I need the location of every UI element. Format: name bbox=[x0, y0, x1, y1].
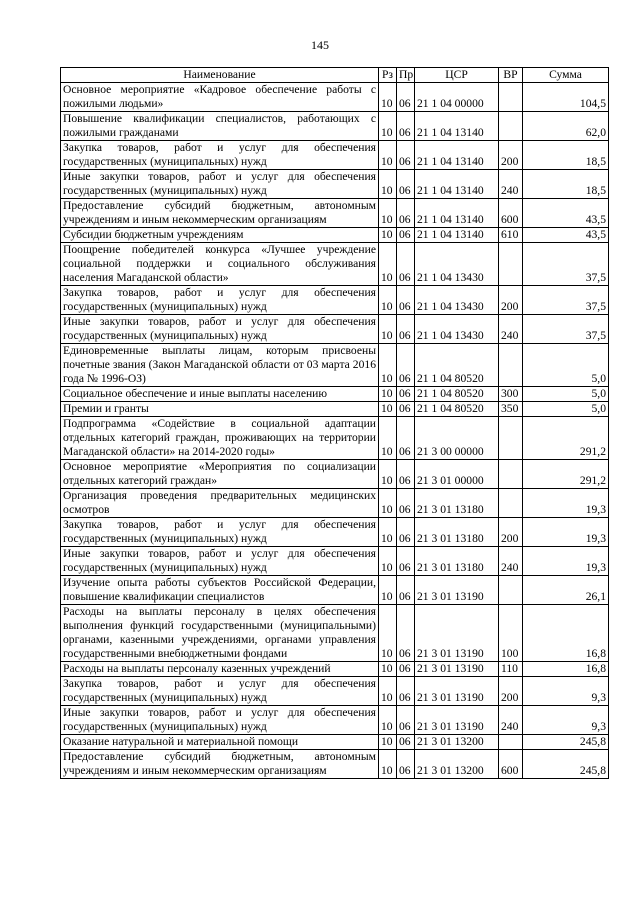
cell-sum: 5,0 bbox=[523, 402, 609, 417]
cell-vr: 100 bbox=[499, 605, 523, 662]
cell-name: Иные закупки товаров, работ и услуг для обеспечения государственных (муниципальных) нужд bbox=[61, 315, 379, 344]
table-header-row bbox=[61, 68, 609, 83]
cell-csr: 21 1 04 80520 bbox=[415, 387, 499, 402]
cell-csr: 21 3 01 13190 bbox=[415, 677, 499, 706]
cell-pr: 06 bbox=[397, 706, 415, 735]
cell-name: Социальное обеспечение и иные выплаты населению bbox=[61, 387, 379, 402]
cell-vr: 240 bbox=[499, 547, 523, 576]
cell-sum: 19,3 bbox=[523, 518, 609, 547]
cell-sum: 18,5 bbox=[523, 170, 609, 199]
cell-csr: 21 1 04 00000 bbox=[415, 83, 499, 112]
cell-sum: 62,0 bbox=[523, 112, 609, 141]
table-row bbox=[61, 344, 609, 387]
cell-rz: 10 bbox=[379, 286, 397, 315]
cell-sum: 245,8 bbox=[523, 750, 609, 779]
cell-vr bbox=[499, 460, 523, 489]
cell-pr: 06 bbox=[397, 417, 415, 460]
cell-vr: 200 bbox=[499, 141, 523, 170]
cell-pr: 06 bbox=[397, 243, 415, 286]
cell-pr: 06 bbox=[397, 576, 415, 605]
cell-sum: 16,8 bbox=[523, 662, 609, 677]
cell-vr: 240 bbox=[499, 706, 523, 735]
cell-rz: 10 bbox=[379, 387, 397, 402]
cell-sum: 43,5 bbox=[523, 228, 609, 243]
cell-rz: 10 bbox=[379, 141, 397, 170]
cell-pr: 06 bbox=[397, 750, 415, 779]
cell-pr: 06 bbox=[397, 83, 415, 112]
table-row bbox=[61, 605, 609, 662]
cell-csr: 21 3 01 00000 bbox=[415, 460, 499, 489]
table-row bbox=[61, 228, 609, 243]
cell-sum: 5,0 bbox=[523, 344, 609, 387]
cell-csr: 21 3 01 13180 bbox=[415, 518, 499, 547]
cell-name: Предоставление субсидий бюджетным, автономным учреждениям и иным некоммерческим организациям bbox=[61, 199, 379, 228]
table-row bbox=[61, 170, 609, 199]
table-row bbox=[61, 750, 609, 779]
table-row bbox=[61, 199, 609, 228]
cell-name: Поощрение победителей конкурса «Лучшее учреждение социальной поддержки и социального обслуживания населения Магаданской области» bbox=[61, 243, 379, 286]
budget-table bbox=[60, 67, 609, 779]
cell-rz: 10 bbox=[379, 315, 397, 344]
cell-name: Иные закупки товаров, работ и услуг для обеспечения государственных (муниципальных) нужд bbox=[61, 170, 379, 199]
cell-csr: 21 1 04 13140 bbox=[415, 170, 499, 199]
cell-sum: 5,0 bbox=[523, 387, 609, 402]
cell-rz: 10 bbox=[379, 460, 397, 489]
cell-rz: 10 bbox=[379, 417, 397, 460]
cell-name: Расходы на выплаты персоналу в целях обеспечения выполнения функций государственными (муниципальными) органами, казенными учреждениями, органами управления государственными внебюджетными фондами bbox=[61, 605, 379, 662]
cell-rz: 10 bbox=[379, 518, 397, 547]
cell-sum: 37,5 bbox=[523, 315, 609, 344]
cell-csr: 21 3 01 13190 bbox=[415, 605, 499, 662]
cell-csr: 21 1 04 13430 bbox=[415, 243, 499, 286]
cell-vr: 240 bbox=[499, 170, 523, 199]
cell-name: Закупка товаров, работ и услуг для обеспечения государственных (муниципальных) нужд bbox=[61, 141, 379, 170]
header-csr: ЦСР bbox=[415, 68, 499, 83]
table-row bbox=[61, 662, 609, 677]
cell-name: Премии и гранты bbox=[61, 402, 379, 417]
cell-rz: 10 bbox=[379, 576, 397, 605]
cell-vr bbox=[499, 243, 523, 286]
cell-rz: 10 bbox=[379, 677, 397, 706]
table-row bbox=[61, 518, 609, 547]
cell-pr: 06 bbox=[397, 344, 415, 387]
cell-name: Закупка товаров, работ и услуг для обеспечения государственных (муниципальных) нужд bbox=[61, 518, 379, 547]
cell-vr bbox=[499, 344, 523, 387]
cell-rz: 10 bbox=[379, 402, 397, 417]
table-row bbox=[61, 706, 609, 735]
cell-sum: 104,5 bbox=[523, 83, 609, 112]
cell-sum: 291,2 bbox=[523, 460, 609, 489]
cell-pr: 06 bbox=[397, 112, 415, 141]
cell-csr: 21 3 01 13180 bbox=[415, 547, 499, 576]
header-rz: Рз bbox=[379, 68, 397, 83]
cell-pr: 06 bbox=[397, 735, 415, 750]
cell-csr: 21 1 04 13140 bbox=[415, 112, 499, 141]
cell-csr: 21 1 04 13140 bbox=[415, 228, 499, 243]
cell-csr: 21 3 00 00000 bbox=[415, 417, 499, 460]
table-row bbox=[61, 677, 609, 706]
table-row bbox=[61, 460, 609, 489]
cell-vr bbox=[499, 112, 523, 141]
cell-name: Иные закупки товаров, работ и услуг для обеспечения государственных (муниципальных) нужд bbox=[61, 706, 379, 735]
cell-pr: 06 bbox=[397, 170, 415, 199]
cell-csr: 21 1 04 80520 bbox=[415, 344, 499, 387]
cell-vr bbox=[499, 83, 523, 112]
cell-vr: 350 bbox=[499, 402, 523, 417]
table-row bbox=[61, 402, 609, 417]
table-body bbox=[61, 83, 609, 779]
cell-sum: 16,8 bbox=[523, 605, 609, 662]
cell-sum: 26,1 bbox=[523, 576, 609, 605]
header-vr: ВР bbox=[499, 68, 523, 83]
cell-rz: 10 bbox=[379, 228, 397, 243]
cell-vr: 600 bbox=[499, 199, 523, 228]
cell-rz: 10 bbox=[379, 547, 397, 576]
cell-name: Закупка товаров, работ и услуг для обеспечения государственных (муниципальных) нужд bbox=[61, 677, 379, 706]
cell-pr: 06 bbox=[397, 489, 415, 518]
table-row bbox=[61, 83, 609, 112]
cell-vr: 600 bbox=[499, 750, 523, 779]
cell-pr: 06 bbox=[397, 402, 415, 417]
header-name: Наименование bbox=[61, 68, 379, 83]
cell-csr: 21 1 04 13430 bbox=[415, 315, 499, 344]
cell-vr: 200 bbox=[499, 518, 523, 547]
page-number: 145 bbox=[311, 38, 329, 52]
cell-rz: 10 bbox=[379, 489, 397, 518]
cell-csr: 21 1 04 13430 bbox=[415, 286, 499, 315]
cell-sum: 9,3 bbox=[523, 677, 609, 706]
cell-name: Предоставление субсидий бюджетным, автономным учреждениям и иным некоммерческим организациям bbox=[61, 750, 379, 779]
cell-vr: 300 bbox=[499, 387, 523, 402]
table-row bbox=[61, 141, 609, 170]
cell-name: Изучение опыта работы субъектов Российской Федерации, повышение квалификации специалистов bbox=[61, 576, 379, 605]
cell-csr: 21 3 01 13190 bbox=[415, 662, 499, 677]
cell-name: Субсидии бюджетным учреждениям bbox=[61, 228, 379, 243]
header-sum: Сумма bbox=[523, 68, 609, 83]
cell-rz: 10 bbox=[379, 199, 397, 228]
cell-name: Основное мероприятие «Мероприятия по социализации отдельных категорий граждан» bbox=[61, 460, 379, 489]
cell-rz: 10 bbox=[379, 83, 397, 112]
cell-name: Организация проведения предварительных медицинских осмотров bbox=[61, 489, 379, 518]
table-row bbox=[61, 243, 609, 286]
cell-vr bbox=[499, 489, 523, 518]
table-row bbox=[61, 315, 609, 344]
cell-vr bbox=[499, 417, 523, 460]
table-row bbox=[61, 576, 609, 605]
cell-csr: 21 3 01 13180 bbox=[415, 489, 499, 518]
cell-name: Основное мероприятие «Кадровое обеспечение работы с пожилыми людьми» bbox=[61, 83, 379, 112]
cell-sum: 19,3 bbox=[523, 489, 609, 518]
cell-csr: 21 3 01 13200 bbox=[415, 750, 499, 779]
cell-pr: 06 bbox=[397, 518, 415, 547]
cell-name: Подпрограмма «Содействие в социальной адаптации отдельных категорий граждан, проживающих на территории Магаданской области» на 2014-2020 годы» bbox=[61, 417, 379, 460]
cell-pr: 06 bbox=[397, 286, 415, 315]
cell-sum: 37,5 bbox=[523, 243, 609, 286]
cell-pr: 06 bbox=[397, 228, 415, 243]
cell-rz: 10 bbox=[379, 605, 397, 662]
table-row bbox=[61, 417, 609, 460]
cell-sum: 19,3 bbox=[523, 547, 609, 576]
cell-csr: 21 1 04 80520 bbox=[415, 402, 499, 417]
cell-pr: 06 bbox=[397, 460, 415, 489]
cell-name: Расходы на выплаты персоналу казенных учреждений bbox=[61, 662, 379, 677]
cell-name: Единовременные выплаты лицам, которым присвоены почетные звания (Закон Магаданской области от 03 марта 2016 года № 1996-ОЗ) bbox=[61, 344, 379, 387]
cell-pr: 06 bbox=[397, 662, 415, 677]
cell-pr: 06 bbox=[397, 677, 415, 706]
cell-vr: 610 bbox=[499, 228, 523, 243]
cell-sum: 291,2 bbox=[523, 417, 609, 460]
cell-csr: 21 1 04 13140 bbox=[415, 141, 499, 170]
table-row bbox=[61, 547, 609, 576]
table-row bbox=[61, 735, 609, 750]
cell-vr: 240 bbox=[499, 315, 523, 344]
cell-rz: 10 bbox=[379, 243, 397, 286]
cell-vr: 110 bbox=[499, 662, 523, 677]
cell-vr: 200 bbox=[499, 677, 523, 706]
cell-rz: 10 bbox=[379, 750, 397, 779]
cell-sum: 37,5 bbox=[523, 286, 609, 315]
cell-rz: 10 bbox=[379, 706, 397, 735]
cell-rz: 10 bbox=[379, 112, 397, 141]
cell-pr: 06 bbox=[397, 387, 415, 402]
cell-name: Оказание натуральной и материальной помощи bbox=[61, 735, 379, 750]
cell-pr: 06 bbox=[397, 315, 415, 344]
cell-vr: 200 bbox=[499, 286, 523, 315]
table-row bbox=[61, 112, 609, 141]
cell-name: Повышение квалификации специалистов, работающих с пожилыми гражданами bbox=[61, 112, 379, 141]
cell-pr: 06 bbox=[397, 199, 415, 228]
cell-pr: 06 bbox=[397, 605, 415, 662]
cell-rz: 10 bbox=[379, 170, 397, 199]
cell-csr: 21 3 01 13190 bbox=[415, 576, 499, 605]
cell-pr: 06 bbox=[397, 547, 415, 576]
cell-rz: 10 bbox=[379, 344, 397, 387]
cell-vr bbox=[499, 735, 523, 750]
cell-csr: 21 1 04 13140 bbox=[415, 199, 499, 228]
cell-sum: 18,5 bbox=[523, 141, 609, 170]
cell-sum: 9,3 bbox=[523, 706, 609, 735]
header-pr: Пр bbox=[397, 68, 415, 83]
cell-pr: 06 bbox=[397, 141, 415, 170]
cell-name: Иные закупки товаров, работ и услуг для обеспечения государственных (муниципальных) нужд bbox=[61, 547, 379, 576]
cell-name: Закупка товаров, работ и услуг для обеспечения государственных (муниципальных) нужд bbox=[61, 286, 379, 315]
cell-csr: 21 3 01 13190 bbox=[415, 706, 499, 735]
table-row bbox=[61, 387, 609, 402]
cell-sum: 43,5 bbox=[523, 199, 609, 228]
cell-sum: 245,8 bbox=[523, 735, 609, 750]
cell-csr: 21 3 01 13200 bbox=[415, 735, 499, 750]
cell-rz: 10 bbox=[379, 662, 397, 677]
table-row bbox=[61, 286, 609, 315]
cell-vr bbox=[499, 576, 523, 605]
table-row bbox=[61, 489, 609, 518]
cell-rz: 10 bbox=[379, 735, 397, 750]
